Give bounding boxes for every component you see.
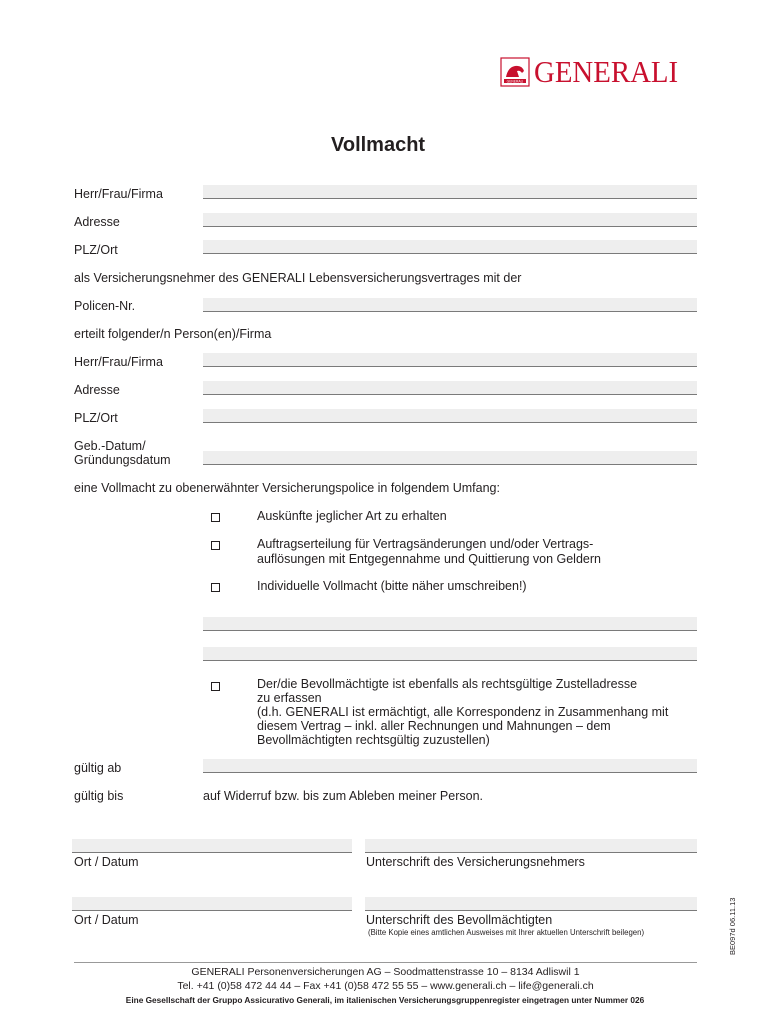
agent-name-label: Herr/Frau/Firma [74, 355, 163, 369]
valid-until-text: auf Widerruf bzw. bis zum Ableben meiner Person. [203, 789, 483, 803]
individual-description-field-1[interactable] [203, 617, 697, 631]
intro-text: als Versicherungsnehmer des GENERALI Lebensversicherungsvertrages mit der [74, 271, 522, 285]
holder-address-label: Adresse [74, 215, 120, 229]
footer-contact: Tel. +41 (0)58 472 44 44 – Fax +41 (0)58 472 55 55 – www.generali.ch – life@generali.ch [177, 980, 594, 992]
agent-signature-note: (Bitte Kopie eines amtlichen Ausweises mit Ihrer aktuellen Unterschrift beilegen) [368, 928, 645, 937]
grant-text: erteilt folgender/n Person(en)/Firma [74, 327, 272, 341]
option-delivery-label-line4: diesem Vertrag – inkl. aller Rechnungen und Mahnungen – dem [257, 719, 611, 733]
document-code: BE097d 06.11.13 [728, 897, 737, 955]
holder-address-field[interactable] [203, 213, 697, 227]
footer-address: GENERALI Personenversicherungen AG – Soodmattenstrasse 10 – 8134 Adliswil 1 [191, 966, 580, 978]
option-delivery-label-line3: (d.h. GENERALI ist ermächtigt, alle Korrespondenz in Zusammenhang mit [257, 705, 669, 719]
agent-signature-field[interactable] [365, 897, 697, 911]
holder-name-label: Herr/Frau/Firma [74, 187, 163, 201]
place-date-label-2: Ort / Datum [74, 913, 139, 927]
scope-text: eine Vollmacht zu obenerwähnter Versicherungspolice in folgendem Umfang: [74, 481, 500, 495]
option-orders-checkbox[interactable] [211, 541, 220, 550]
option-delivery-label-line5: Bevollmächtigten rechtsgültig zuzustellen) [257, 733, 490, 747]
valid-from-label: gültig ab [74, 761, 122, 775]
logo-wordmark: GENERALI [534, 54, 679, 89]
valid-from-field[interactable] [203, 759, 697, 773]
emblem-text: GENERALI [506, 79, 524, 84]
policy-number-field[interactable] [203, 298, 697, 312]
option-delivery-label-line2: zu erfassen [257, 691, 322, 705]
agent-name-field[interactable] [203, 353, 697, 367]
birth-date-label-line1: Geb.-Datum/ [74, 439, 146, 453]
agent-address-label: Adresse [74, 383, 120, 397]
option-info-checkbox[interactable] [211, 513, 220, 522]
option-individual-label: Individuelle Vollmacht (bitte näher umschreiben!) [257, 579, 527, 593]
holder-signature-field[interactable] [365, 839, 697, 853]
holder-signature-label: Unterschrift des Versicherungsnehmers [366, 855, 585, 869]
agent-zip-city-label: PLZ/Ort [74, 411, 118, 425]
agent-signature-label: Unterschrift des Bevollmächtigten [366, 913, 553, 927]
option-info-label: Auskünfte jeglicher Art zu erhalten [257, 509, 447, 523]
agent-address-field[interactable] [203, 381, 697, 395]
holder-zip-city-label: PLZ/Ort [74, 243, 118, 257]
footer-divider [74, 962, 697, 963]
page-title: Vollmacht [331, 134, 426, 156]
footer-company-note: Eine Gesellschaft der Gruppo Assicurativo Generali, im italienischen Versicherungsgruppenregister eingetragen unter Nummer 026 [125, 995, 645, 1005]
birth-date-field[interactable] [203, 451, 697, 465]
option-orders-label-line2: auflösungen mit Entgegennahme und Quittierung von Geldern [257, 552, 601, 566]
option-individual-checkbox[interactable] [211, 583, 220, 592]
policy-number-label: Policen-Nr. [74, 299, 136, 313]
option-delivery-address-checkbox[interactable] [211, 682, 220, 691]
holder-name-field[interactable] [203, 185, 697, 199]
option-delivery-label-line1: Der/die Bevollmächtigte ist ebenfalls als rechtsgültige Zustelladresse [257, 677, 638, 691]
holder-zip-city-field[interactable] [203, 240, 697, 254]
generali-logo [500, 55, 710, 89]
individual-description-field-2[interactable] [203, 647, 697, 661]
option-orders-label-line1: Auftragserteilung für Vertragsänderungen und/oder Vertrags- [257, 537, 594, 551]
birth-date-label-line2: Gründungsdatum [74, 453, 171, 467]
agent-zip-city-field[interactable] [203, 409, 697, 423]
place-date-label-1: Ort / Datum [74, 855, 139, 869]
lion-emblem-icon [500, 57, 530, 87]
place-date-field-1[interactable] [72, 839, 352, 853]
valid-until-label: gültig bis [74, 789, 124, 803]
place-date-field-2[interactable] [72, 897, 352, 911]
